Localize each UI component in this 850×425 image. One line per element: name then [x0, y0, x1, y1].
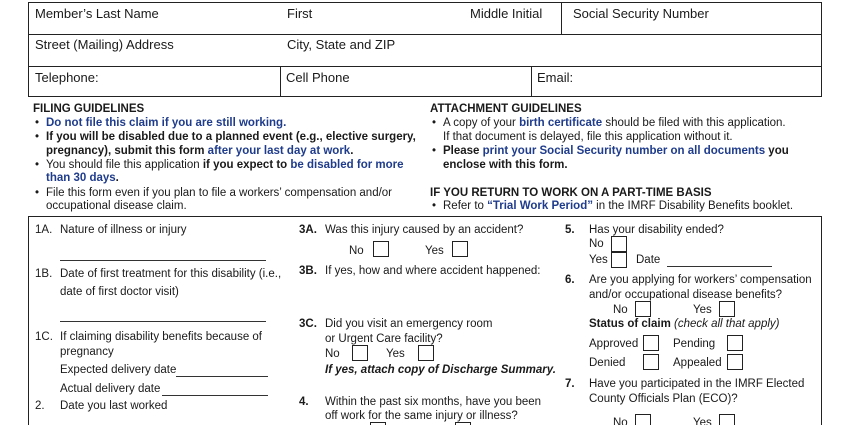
- filing-bullet-2b: [46, 145, 353, 157]
- filing-bullet-3b: [46, 172, 119, 184]
- text-span: print your Social Security number on all documents: [482, 145, 766, 157]
- grid-line: [28, 66, 822, 67]
- text-span: .: [115, 172, 119, 184]
- appealed-checkbox[interactable]: [727, 354, 743, 370]
- city-state-zip-label: City, State and ZIP: [287, 37, 396, 52]
- appealed-label: Appealed: [673, 357, 722, 369]
- q3a-no-checkbox[interactable]: [373, 241, 389, 257]
- q7-yes-label: Yes: [693, 417, 712, 425]
- q6-label-b: and/or occupational disease benefits?: [589, 289, 783, 301]
- q3c-yes-label: Yes: [386, 348, 405, 360]
- grid-line: [561, 2, 562, 34]
- q5-date-label: Date: [636, 254, 661, 266]
- approved-label: Approved: [589, 338, 639, 350]
- text-span: Refer to: [443, 200, 488, 212]
- bullet: •: [35, 117, 40, 129]
- q4-label-a: Within the past six months, have you been: [325, 396, 542, 408]
- filing-bullet-4b: occupational disease claim.: [46, 200, 187, 212]
- text-span: A copy of your: [443, 117, 520, 129]
- grid-line: [28, 34, 822, 35]
- text-span: be disabled for more: [290, 159, 404, 171]
- q7-label-b: County Officials Plan (ECO)?: [589, 393, 738, 405]
- grid-line: [28, 2, 822, 3]
- q1b-label-a: Date of first treatment for this disability (i.e.,: [60, 268, 282, 280]
- q5-yes-label: Yes: [589, 254, 608, 266]
- last-name-label: Member’s Last Name: [35, 6, 159, 21]
- q5-date-line[interactable]: [667, 266, 772, 267]
- text-span: Status of claim: [589, 318, 671, 330]
- expected-delivery-label: Expected delivery date: [60, 364, 177, 376]
- part-time-title: IF YOU RETURN TO WORK ON A PART-TIME BASIS: [430, 187, 712, 199]
- q6-label-a: Are you applying for workers’ compensation: [589, 274, 812, 286]
- grid-line: [821, 216, 822, 425]
- q3c-no-label: No: [325, 348, 340, 360]
- q4-number: 4.: [299, 396, 309, 408]
- email-label: Email:: [537, 70, 574, 85]
- q5-number: 5.: [565, 224, 575, 236]
- approved-checkbox[interactable]: [643, 335, 659, 351]
- q6-yes-checkbox[interactable]: [719, 301, 735, 317]
- grid-line: [280, 66, 281, 96]
- street-label: Street (Mailing) Address: [35, 37, 174, 52]
- q1b-label-b: date of first doctor visit): [60, 286, 179, 298]
- part-time-bullet: [443, 200, 793, 212]
- grid-line: [28, 2, 29, 97]
- q7-number: 7.: [565, 378, 575, 390]
- attachment-bullet-2b: enclose with this form.: [443, 159, 568, 171]
- q1a-number: 1A.: [35, 224, 53, 236]
- grid-line: [28, 216, 29, 425]
- text-span: you: [765, 145, 789, 157]
- q1b-number: 1B.: [35, 268, 53, 280]
- q3c-label-a: Did you visit an emergency room: [325, 318, 493, 330]
- attachment-guidelines-title: ATTACHMENT GUIDELINES: [430, 103, 582, 115]
- bullet: •: [35, 187, 40, 199]
- denied-checkbox[interactable]: [643, 354, 659, 370]
- q1a-label: Nature of illness or injury: [60, 224, 187, 236]
- q2-number: 2.: [35, 400, 45, 412]
- q3c-label-b: or Urgent Care facility?: [325, 333, 443, 345]
- q3a-no-label: No: [349, 245, 364, 257]
- attachment-bullet-1a: [443, 117, 786, 129]
- text-span: .: [350, 145, 354, 157]
- q1c-label-b: pregnancy: [60, 346, 114, 358]
- q3a-label: Was this injury caused by an accident?: [325, 224, 524, 236]
- q7-no-label: No: [613, 417, 628, 425]
- denied-label: Denied: [589, 357, 626, 369]
- q7-label-a: Have you participated in the IMRF Elected: [589, 378, 805, 390]
- filing-guidelines-title: FILING GUIDELINES: [33, 103, 145, 115]
- grid-line: [28, 216, 822, 217]
- q3c-yes-checkbox[interactable]: [418, 345, 434, 361]
- q5-yes-checkbox[interactable]: [611, 252, 627, 268]
- q1c-label-a: If claiming disability benefits because of: [60, 331, 262, 343]
- text-span: birth certificate: [519, 117, 603, 129]
- q6-no-checkbox[interactable]: [635, 301, 651, 317]
- pending-checkbox[interactable]: [727, 335, 743, 351]
- q5-no-label: No: [589, 238, 604, 250]
- attachment-bullet-1b: If that document is delayed, file this application without it.: [443, 131, 733, 143]
- grid-line: [28, 96, 822, 97]
- q1b-answer-line[interactable]: [60, 321, 266, 322]
- text-span: pregnancy), submit this form: [46, 145, 208, 157]
- q3c-attach-note: If yes, attach copy of Discharge Summary.: [325, 364, 556, 376]
- q2-label: Date you last worked: [60, 400, 168, 412]
- filing-bullet-2a: If you will be disabled due to a planned event (e.g., elective surgery,: [46, 131, 416, 143]
- expected-delivery-line[interactable]: [176, 376, 268, 377]
- filing-bullet-4a: File this form even if you plan to file a workers’ compensation and/or: [46, 187, 393, 199]
- cell-phone-label: Cell Phone: [286, 70, 350, 85]
- grid-line: [821, 2, 822, 97]
- q5-label: Has your disability ended?: [589, 224, 724, 236]
- status-of-claim: [589, 318, 779, 330]
- bullet: •: [35, 159, 40, 171]
- bullet: •: [432, 117, 437, 129]
- text-span: (check all that apply): [674, 318, 780, 330]
- bullet: •: [432, 200, 437, 212]
- actual-delivery-line[interactable]: [162, 395, 268, 396]
- bullet: •: [35, 131, 40, 143]
- q7-no-checkbox[interactable]: [635, 414, 651, 425]
- middle-initial-label: Middle Initial: [470, 6, 543, 21]
- q3a-yes-label: Yes: [425, 245, 444, 257]
- q5-no-checkbox[interactable]: [611, 236, 627, 252]
- pending-label: Pending: [673, 338, 716, 350]
- telephone-label: Telephone:: [35, 70, 99, 85]
- q6-number: 6.: [565, 274, 575, 286]
- text-span: You should file this application: [46, 159, 203, 171]
- q3a-number: 3A.: [299, 224, 317, 236]
- text-span: “Trial Work Period”: [487, 200, 593, 212]
- first-name-label: First: [287, 6, 313, 21]
- q3a-yes-checkbox[interactable]: [452, 241, 468, 257]
- q3b-number: 3B.: [299, 265, 317, 277]
- ssn-label: Social Security Number: [573, 6, 709, 21]
- text-span: after your last day at work: [207, 145, 351, 157]
- filing-bullet-3a: [46, 159, 404, 171]
- q3c-number: 3C.: [299, 318, 317, 330]
- bullet: •: [432, 145, 437, 157]
- q3c-no-checkbox[interactable]: [352, 345, 368, 361]
- grid-line: [531, 66, 532, 96]
- text-span: Please: [443, 145, 483, 157]
- filing-bullet-1: Do not file this claim if you are still working.: [46, 117, 287, 129]
- text-span: in the IMRF Disability Benefits booklet.: [592, 200, 794, 212]
- q7-yes-checkbox[interactable]: [719, 414, 735, 425]
- actual-delivery-label: Actual delivery date: [60, 383, 161, 395]
- q6-no-label: No: [613, 304, 628, 316]
- text-span: should be filed with this application.: [602, 117, 786, 129]
- q3b-label: If yes, how and where accident happened:: [325, 265, 541, 277]
- q1c-number: 1C.: [35, 331, 53, 343]
- attachment-bullet-2a: [443, 145, 789, 157]
- q6-yes-label: Yes: [693, 304, 712, 316]
- text-span: if you expect to: [202, 159, 291, 171]
- text-span: than 30 days: [46, 172, 116, 184]
- q1a-answer-line[interactable]: [60, 260, 266, 261]
- q4-label-b: off work for the same injury or illness?: [325, 410, 518, 422]
